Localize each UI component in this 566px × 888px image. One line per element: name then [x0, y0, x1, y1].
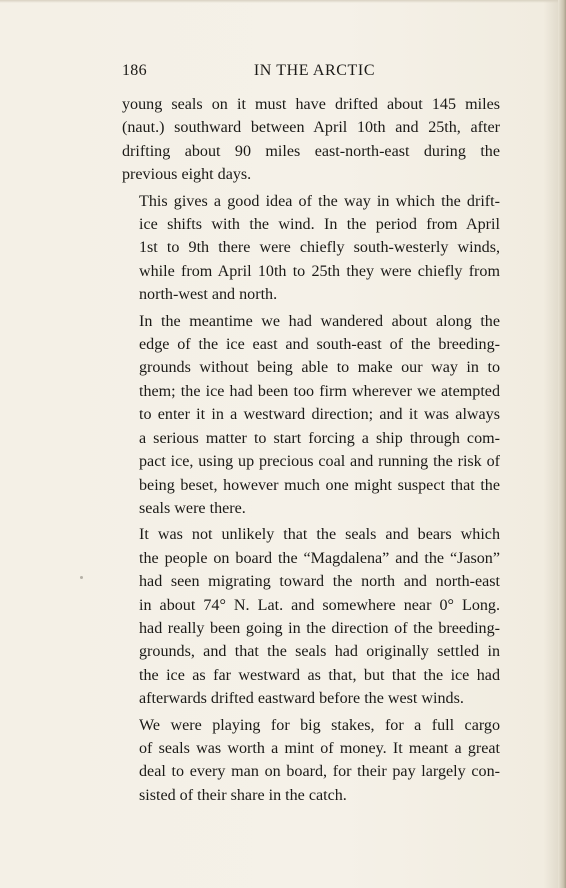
- text-line: This gives a good idea of the way in which the drift-: [139, 192, 500, 210]
- text-line: them; the ice had been too firm wherever we atempted: [139, 382, 500, 400]
- text-line: 1st to 9th there were chiefly south-westerly winds,: [139, 239, 500, 257]
- running-head: IN THE ARCTIC: [253, 62, 376, 79]
- text-line: deal to every man on board, for their pay largely con-: [139, 763, 500, 781]
- paragraph: [122, 523, 500, 710]
- text-line: being beset, however much one might suspect that the: [139, 476, 500, 494]
- text-line: north-west and north.: [139, 286, 278, 304]
- text-line: ice shifts with the wind. In the period from April: [139, 216, 500, 234]
- text-line: drifting about 90 miles east-north-east during the: [122, 142, 500, 160]
- margin-speck: [80, 576, 83, 579]
- page-header: [122, 62, 499, 84]
- text-line: of seals was worth a mint of money. It meant a great: [139, 739, 500, 757]
- text-line: In the meantime we had wandered about along the: [139, 312, 500, 330]
- text-line: (naut.) southward between April 10th and 25th, after: [122, 119, 500, 137]
- page-top-edge: [0, 0, 566, 3]
- text-line: had really been going in the direction of the breeding-: [139, 619, 500, 637]
- paragraph: [122, 190, 500, 307]
- paragraph: [122, 714, 500, 808]
- text-line: while from April 10th to 25th they were chiefly from: [139, 262, 500, 280]
- text-line: had seen migrating toward the north and north-east: [139, 573, 500, 591]
- text-line: to enter it in a westward direction; and it was always: [139, 406, 500, 424]
- paragraph: [122, 310, 500, 521]
- page-number: 186: [122, 62, 147, 79]
- text-line: seals were there.: [139, 499, 246, 517]
- text-line: grounds without being able to make our way in to: [139, 359, 500, 377]
- text-line: afterwards drifted eastward before the west winds.: [139, 690, 464, 708]
- text-line: young seals on it must have drifted about 145 miles: [122, 96, 500, 113]
- body-text: [122, 93, 500, 810]
- text-line: pact ice, using up precious coal and running the risk of: [139, 453, 500, 471]
- text-line: a serious matter to start forcing a ship through com-: [139, 429, 500, 447]
- text-line: the ice as far westward as that, but that the ice had: [139, 666, 500, 684]
- text-line: edge of the ice east and south-east of the breeding-: [139, 336, 500, 354]
- text-line: We were playing for big stakes, for a full cargo: [139, 716, 500, 734]
- text-line: the people on board the “Magdalena” and the “Jason”: [139, 549, 500, 567]
- paragraph: [122, 93, 500, 187]
- text-line: grounds, and that the seals had originally settled in: [139, 643, 500, 661]
- text-line: in about 74° N. Lat. and somewhere near 0° Long.: [139, 596, 500, 614]
- page-binding-edge: [558, 0, 566, 888]
- text-line: It was not unlikely that the seals and bears which: [139, 526, 500, 544]
- text-line: previous eight days.: [122, 166, 252, 184]
- text-line: sisted of their share in the catch.: [139, 786, 347, 804]
